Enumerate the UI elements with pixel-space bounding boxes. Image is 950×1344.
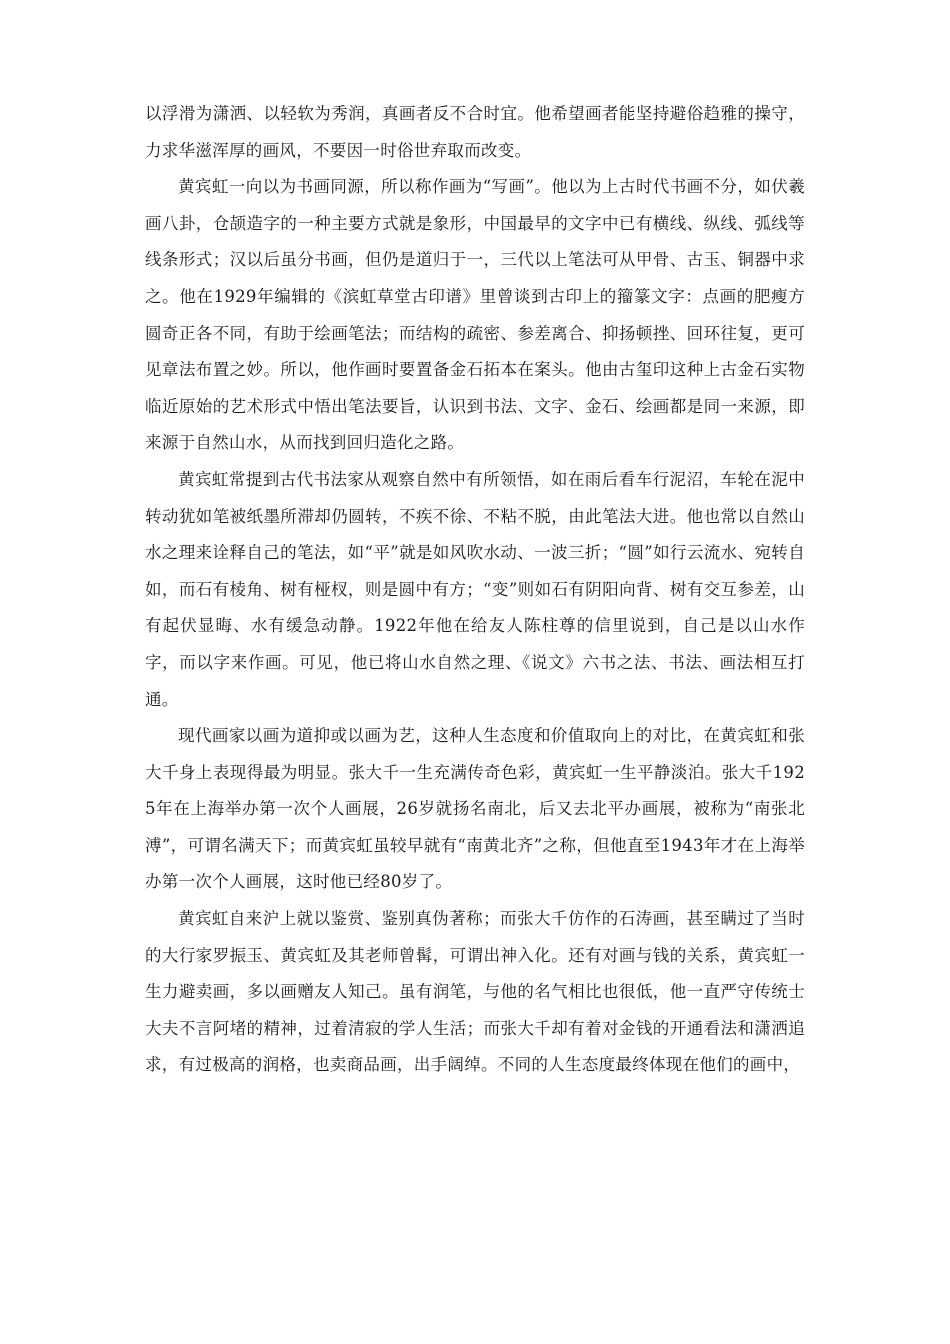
paragraph-1: 以浮滑为潇洒、以轻软为秀润，真画者反不合时宜。他希望画者能坚持避俗趋雅的操守，力求华滋浑厚的画风，不要因一时俗世弃取而改变。	[145, 104, 805, 160]
paragraph-5: 黄宾虹自来沪上就以鉴赏、鉴别真伪著称；而张大千仿作的石涛画，甚至瞒过了当时的大行家罗振玉、黄宾虹及其老师曾髯，可谓出神入化。还有对画与钱的关系，黄宾虹一生力避卖画，多以画赠友人知己。虽有润笔，与他的名气相比也很低，他一直严守传统士大夫不言阿堵的精神，过着清寂的学人生活；而张大千却有着对金钱的开通看法和潇洒追求，有过极高的润格，也卖商品画，出手阔绰。不同的人生态度最终体现在他们的画中，	[145, 909, 805, 1075]
article-body	[145, 96, 805, 1084]
paragraph-4: 现代画家以画为道抑或以画为艺，这种人生态度和价值取向上的对比，在黄宾虹和张大千身上表现得最为明显。张大千一生充满传奇色彩，黄宾虹一生平静淡泊。张大千1925年在上海举办第一次个人画展，26岁就扬名南北，后又去北平办画展，被称为“南张北溥”，可谓名满天下；而黄宾虹虽较早就有“南黄北齐”之称，但他直至1943年才在上海举办第一次个人画展，这时他已经80岁了。	[145, 726, 805, 892]
paragraph-3: 黄宾虹常提到古代书法家从观察自然中有所领悟，如在雨后看车行泥沼，车轮在泥中转动犹如笔被纸墨所滞却仍圆转，不疾不徐、不粘不脱，由此笔法大进。他也常以自然山水之理来诠释自己的笔法，如“平”就是如风吹水动、一波三折；“圆”如行云流水、宛转自如，而石有棱角、树有桠杈，则是圆中有方；“变”则如石有阴阳向背、树有交互参差，山有起伏显晦、水有缓急动静。1922年他在给友人陈柱尊的信里说到，自己是以山水作字，而以字来作画。可见，他已将山水自然之理、《说文》六书之法、书法、画法相互打通。	[145, 469, 805, 709]
paragraph-2: 黄宾虹一向以为书画同源，所以称作画为“写画”。他以为上古时代书画不分，如伏羲画八卦，仓颉造字的一种主要方式就是象形，中国最早的文字中已有横线、纵线、弧线等线条形式；汉以后虽分书画，但仍是道归于一，三代以上笔法可从甲骨、古玉、铜器中求之。他在1929年编辑的《滨虹草堂古印谱》里曾谈到古印上的籀篆文字：点画的肥瘦方圆奇正各不同，有助于绘画笔法；而结构的疏密、参差离合、抑扬顿挫、回环往复，更可见章法布置之妙。所以，他作画时要置备金石拓本在案头。他由古玺印这种上古金石实物临近原始的艺术形式中悟出笔法要旨，认识到书法、文字、金石、绘画都是同一来源，即来源于自然山水，从而找到回归造化之路。	[145, 177, 805, 453]
